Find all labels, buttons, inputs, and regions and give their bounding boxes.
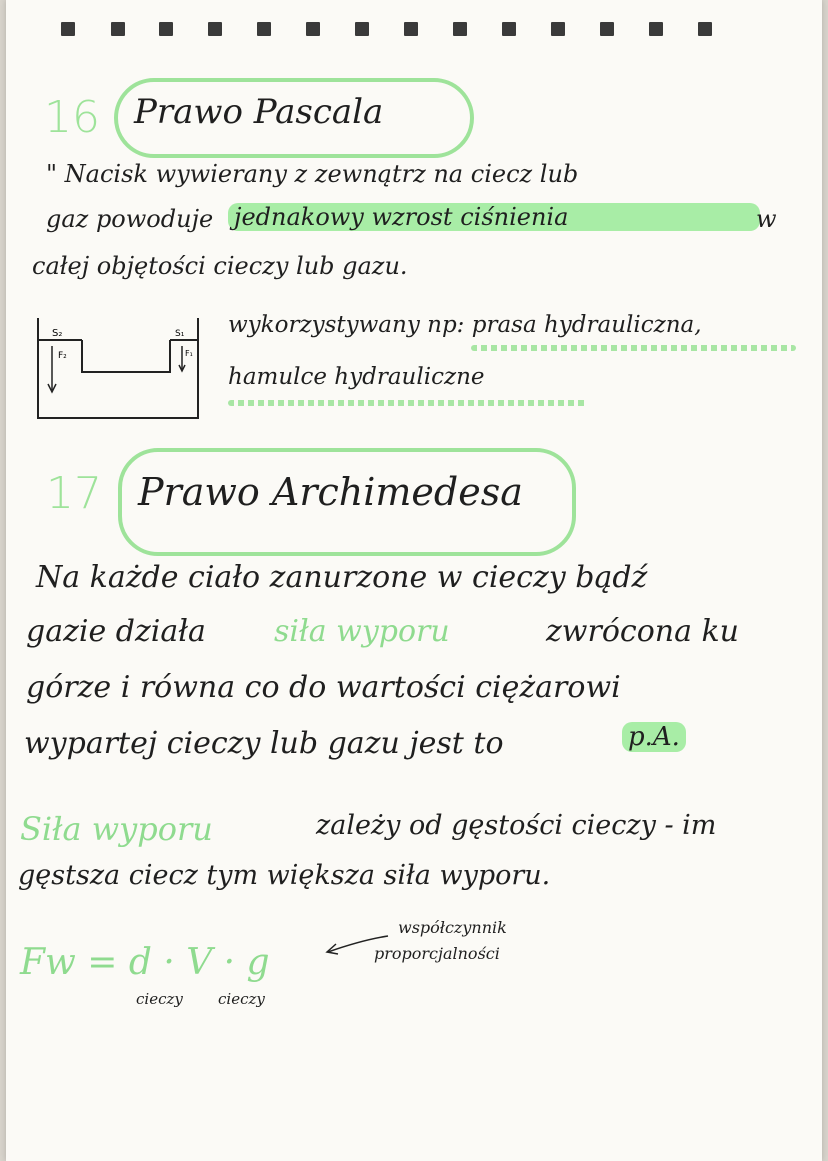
binding-hole — [111, 22, 125, 36]
formula-note-line2: proporcjalności — [374, 944, 500, 963]
pascal-line-1: " Nacisk wywierany z zewnątrz na ciecz lub — [46, 160, 579, 188]
arch-line-2c: zwrócona ku — [546, 614, 739, 649]
formula-subscript-v: cieczy — [218, 990, 265, 1008]
arch-abbrev-highlight: p.A. — [622, 722, 686, 752]
spiral-binding-holes — [61, 10, 721, 40]
label-f1: F₁ — [185, 349, 193, 358]
section-title-pascal: Prawo Pascala — [134, 92, 384, 132]
pascal-line-3: całej objętości cieczy lub gazu. — [32, 252, 408, 280]
binding-hole — [453, 22, 467, 36]
arch-line-6: gęstsza ciecz tym większa siła wyporu. — [18, 860, 551, 891]
section-number-16: 16 — [44, 92, 100, 143]
arch-buoyancy-term: siła wyporu — [274, 614, 450, 649]
section-number-17: 17 — [46, 468, 102, 519]
formula-note-line1: współczynnik — [398, 918, 507, 937]
buoyancy-formula: Fw = d · V · g — [20, 942, 270, 983]
arch-line-1: Na każde ciało zanurzone w cieczy bądź — [36, 560, 648, 595]
wavy-underline — [228, 400, 588, 406]
formula-subscript-d: cieczy — [136, 990, 183, 1008]
binding-hole — [257, 22, 271, 36]
binding-hole — [355, 22, 369, 36]
binding-hole — [404, 22, 418, 36]
buoyancy-label-green: Siła wyporu — [20, 810, 213, 848]
arch-line-3: górze i równa co do wartości ciężarowi — [26, 670, 621, 705]
arch-line-2a: gazie działa — [26, 614, 206, 649]
arch-line-5: zależy od gęstości cieczy - im — [316, 810, 717, 841]
notebook-page — [6, 0, 822, 1161]
pascal-line-2c: w — [756, 205, 777, 233]
pascal-line-2a: gaz powoduje — [46, 205, 214, 233]
binding-hole — [61, 22, 75, 36]
binding-hole — [159, 22, 173, 36]
label-s2: S₂ — [52, 328, 63, 339]
binding-hole — [649, 22, 663, 36]
arch-line-4: wypartej cieczy lub gazu jest to — [24, 726, 504, 761]
binding-hole — [306, 22, 320, 36]
binding-hole — [502, 22, 516, 36]
binding-hole — [208, 22, 222, 36]
label-f2: F₂ — [58, 351, 67, 361]
binding-hole — [698, 22, 712, 36]
pascal-highlight: jednakowy wzrost ciśnienia — [228, 203, 760, 231]
usage-line-1: wykorzystywany np: prasa hydrauliczna, — [228, 312, 702, 338]
binding-hole — [551, 22, 565, 36]
section-title-archimedes: Prawo Archimedesa — [138, 470, 523, 514]
hydraulic-press-diagram — [30, 310, 210, 430]
wavy-underline — [471, 345, 796, 351]
usage-line-2: hamulce hydrauliczne — [228, 364, 485, 390]
label-s1: S₁ — [175, 329, 185, 339]
binding-hole — [600, 22, 614, 36]
